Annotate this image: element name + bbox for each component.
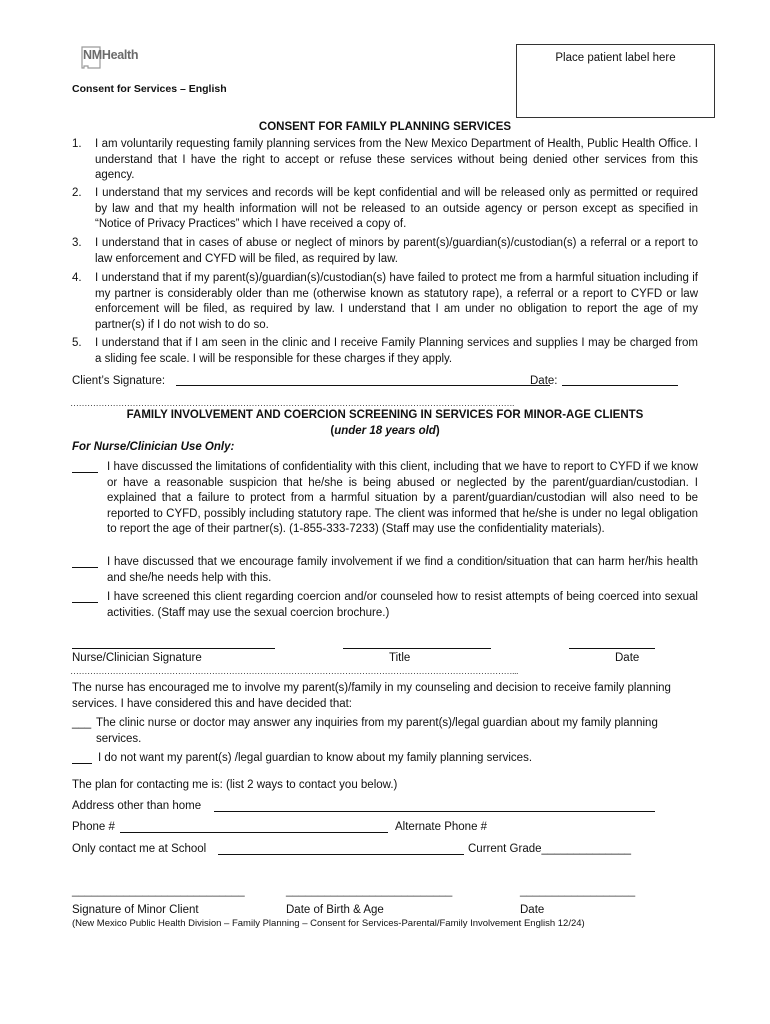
check-text: I have discussed the limitations of confidentiality with this client, including that we have to report to CYFD if we know or have a reasonable suspicion that he/she is being abused or neglected by the parent/guardian/custodian. I explained that a failure to protect from a harmful situation by a parent/guardian/custodian will also need to be reported to CYFD, possibly including statutory rape. The client was informed that he/she is under no legal obligation to report the age of their partner(s). (1-855-333-7233) (Staff may use the confidentiality materials). — [107, 461, 698, 535]
consent-item — [72, 336, 698, 367]
subtitle-open: ( — [330, 425, 335, 437]
address-field[interactable] — [214, 811, 655, 812]
divider-dots: …………………………………………………………………………………………………………………………………………. — [70, 398, 515, 408]
item-number: 5. — [72, 337, 82, 349]
check-blank[interactable] — [72, 590, 98, 603]
minor-signature-field[interactable]: ___________________________ — [72, 885, 245, 897]
nurse-check-item — [72, 590, 698, 621]
minor-option-2 — [72, 751, 698, 767]
consent-item — [72, 271, 698, 333]
minor-signature-label: Signature of Minor Client — [72, 904, 199, 916]
client-date-label: Date: — [530, 375, 558, 387]
address-label: Address other than home — [72, 800, 202, 812]
nurse-check-item — [72, 460, 698, 538]
nurse-date-field[interactable] — [569, 648, 655, 649]
consent-item — [72, 186, 698, 233]
dob-field[interactable]: __________________________ — [286, 885, 453, 897]
item-text: I understand that if my parent(s)/guardian(s)/custodian(s) have failed to protect me from a harmful situation including if my partner is considerably older than me (otherwise known as statutory rape), a referral or a report to CYFD or law enforcement will be filed, as required by law. I understand that I am under no obligation to report the age of my partner(s) if I do not wish to do so. — [95, 272, 698, 331]
alt-phone-label: Alternate Phone # — [395, 821, 488, 833]
subtitle-age: under 18 years old — [334, 425, 436, 437]
item-text: I am voluntarily requesting family planning services from the New Mexico Department of Health, Public Health Office. I understand that I have the right to accept or refuse these services without being denied other services from this agency. — [95, 138, 698, 181]
divider-dots: …………………………………………………………………………………………………………………………………………... — [70, 666, 519, 676]
item-number: 1. — [72, 138, 82, 150]
patient-label-text: Place patient label here — [555, 52, 676, 64]
consent-item — [72, 137, 698, 184]
nurse-signature-label: Nurse/Clinician Signature — [72, 652, 202, 664]
phone-label: Phone # — [72, 821, 115, 833]
minor-option-1 — [72, 716, 698, 747]
option-1-blank[interactable]: ___ — [72, 717, 92, 729]
footer-text: (New Mexico Public Health Division – Family Planning – Consent for Services-Parental/Family Involvement English 12/24) — [72, 918, 585, 929]
nurse-signature-field[interactable] — [72, 648, 275, 649]
client-signature-label: Client’s Signature: — [72, 375, 166, 387]
nurse-title-label: Title — [389, 652, 411, 664]
minor-date-label: Date — [520, 904, 545, 916]
client-signature-field[interactable] — [176, 385, 550, 386]
school-label: Only contact me at School — [72, 843, 207, 855]
nurse-check-item — [72, 555, 698, 586]
check-blank[interactable] — [72, 460, 98, 473]
item-text: I understand that if I am seen in the clinic and I receive Family Planning services and supplies I may be charged from a sliding fee scale. I will be responsible for these charges if they apply. — [95, 337, 698, 365]
school-field[interactable] — [218, 854, 464, 855]
nurse-use-only-label: For Nurse/Clinician Use Only: — [72, 441, 235, 453]
item-number: 4. — [72, 272, 82, 284]
check-blank[interactable] — [72, 555, 98, 568]
nurse-date-label: Date — [615, 652, 640, 664]
item-number: 3. — [72, 237, 82, 249]
check-text: I have screened this client regarding coercion and/or counseled how to resist attempts of being coerced into sexual activities. (Staff may use the sexual coercion brochure.) — [107, 591, 698, 619]
consent-title: CONSENT FOR FAMILY PLANNING SERVICES — [258, 121, 512, 133]
grade-label: Current Grade______________ — [468, 843, 632, 855]
screening-title: FAMILY INVOLVEMENT AND COERCION SCREENING IN SERVICES FOR MINOR-AGE CLIENTS — [126, 409, 644, 421]
minor-date-field[interactable]: __________________ — [520, 885, 636, 897]
subtitle-close: ) — [435, 425, 440, 437]
nurse-title-field[interactable] — [343, 648, 491, 649]
option-2-text: I do not want my parent(s) /legal guardian to know about my family planning services. — [98, 752, 533, 764]
option-2-blank[interactable] — [72, 751, 92, 764]
phone-field[interactable] — [120, 832, 388, 833]
item-text: I understand that my services and records will be kept confidential and will be released only as permitted or required by law and that my health information will not be released to an outside agency or person except as specified in “Notice of Privacy Practices” which I have received a copy of. — [95, 187, 698, 230]
logo-text: NMHealth — [83, 48, 139, 62]
client-date-field[interactable] — [562, 385, 678, 386]
contact-plan-label: The plan for contacting me is: (list 2 ways to contact you below.) — [72, 779, 398, 791]
option-1-text: The clinic nurse or doctor may answer any inquiries from my parent(s)/legal guardian about my family planning services. — [96, 717, 658, 745]
form-subtitle: Consent for Services – English — [72, 83, 227, 95]
screening-subtitle — [72, 424, 698, 440]
nmhealth-logo — [80, 44, 160, 70]
dob-label: Date of Birth & Age — [286, 904, 384, 916]
item-text: I understand that in cases of abuse or neglect of minors by parent(s)/guardian(s)/custodian(s) a referral or a report to law enforcement and CYFD will be filed, as required by law. — [95, 237, 698, 265]
item-number: 2. — [72, 187, 82, 199]
minor-intro: The nurse has encouraged me to involve my parent(s)/family in my counseling and decision to receive family planning services. I have considered this and have decided that: — [72, 682, 671, 710]
check-text: I have discussed that we encourage family involvement if we find a condition/situation that can harm her/his health and she/he needs help with this. — [107, 556, 698, 584]
patient-label-box — [516, 44, 715, 118]
consent-item — [72, 236, 698, 267]
